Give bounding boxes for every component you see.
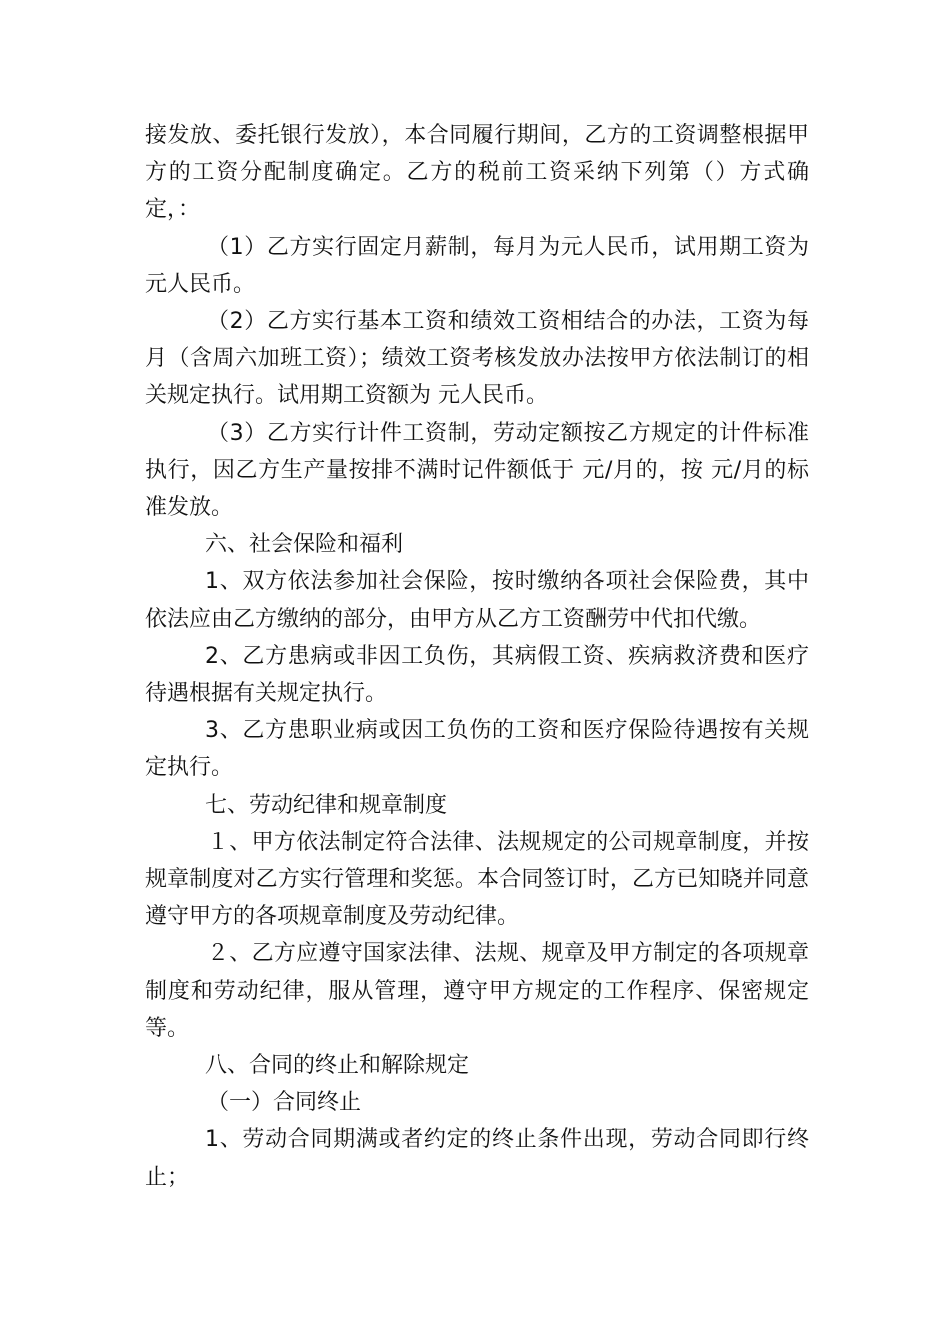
- section-heading-labor-discipline: 七、劳动纪律和规章制度: [205, 792, 448, 818]
- salary-option-3: （3）乙方实行计件工资制，劳动定额按乙方规定的计件标准执行，因乙方生产量按排不满时记件额低于 元/月的，按 元/月的标准发放。: [145, 420, 809, 521]
- salary-option-1: （1）乙方实行固定月薪制，每月为元人民币，试用期工资为元人民币。: [145, 234, 809, 297]
- discipline-clause-1: １、甲方依法制定符合法律、法规规定的公司规章制度，并按规章制度对乙方实行管理和奖惩。本合同签订时，乙方已知晓并同意遵守甲方的各项规章制度及劳动纪律。: [145, 829, 809, 930]
- continuation-paragraph: 接发放、委托银行发放），本合同履行期间，乙方的工资调整根据甲方的工资分配制度确定。乙方的税前工资采纳下列第（）方式确定，：: [145, 123, 809, 223]
- insurance-clause-1: 1、双方依法参加社会保险，按时缴纳各项社会保险费，其中依法应由乙方缴纳的部分，由甲方从乙方工资酬劳中代扣代缴。: [145, 569, 809, 632]
- insurance-clause-2: 2、乙方患病或非因工负伤，其病假工资、疾病救济费和医疗待遇根据有关规定执行。: [145, 643, 809, 707]
- section-heading-termination: 八、合同的终止和解除规定: [205, 1053, 470, 1079]
- section-heading-social-insurance: 六、社会保险和福利: [205, 532, 404, 558]
- termination-clause-1: 1、劳动合同期满或者约定的终止条件出现，劳动合同即行终止；: [145, 1127, 809, 1190]
- salary-option-2: （2）乙方实行基本工资和绩效工资相结合的办法，工资为每月（含周六加班工资）；绩效工资考核发放办法按甲方依法制订的相关规定执行。试用期工资额为 元人民币。: [145, 309, 809, 409]
- document-page: [145, 117, 809, 1196]
- discipline-clause-2: ２、乙方应遵守国家法律、法规、规章及甲方制定的各项规章制度和劳动纪律，服从管理，遵守甲方规定的工作程序、保密规定等。: [145, 941, 809, 1041]
- subsection-heading-contract-end: （一）合同终止: [207, 1090, 362, 1116]
- insurance-clause-3: 3、乙方患职业病或因工负伤的工资和医疗保险待遇按有关规定执行。: [145, 718, 809, 781]
